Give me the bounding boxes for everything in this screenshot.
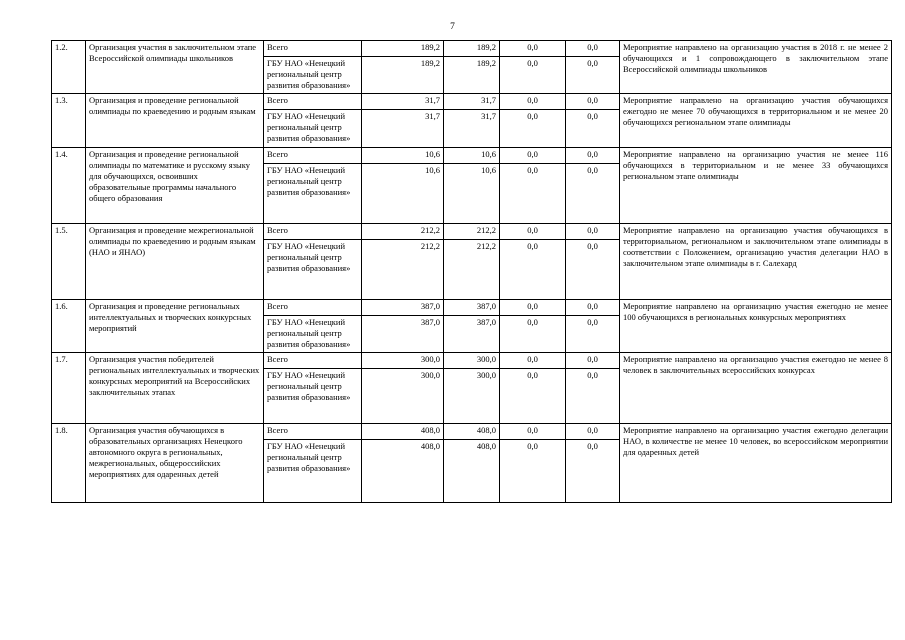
funding-total-label: Всего [264,224,362,240]
total-value-3: 0,0 [500,41,566,57]
total-value-1: 10,6 [362,148,444,164]
total-value-3: 0,0 [500,353,566,369]
org-value-4: 0,0 [566,57,620,94]
funding-total-label: Всего [264,41,362,57]
org-value-3: 0,0 [500,164,566,224]
activity-note: Мероприятие направлено на организацию участия в 2018 г. не менее 2 обучающихся и 1 сопровождающего в заключительном этапе Всероссийской олимпиады школьников [620,41,892,94]
funding-org-label: ГБУ НАО «Ненецкий региональный центр развития образования» [264,316,362,353]
org-value-1: 212,2 [362,240,444,300]
org-value-3: 0,0 [500,440,566,503]
activity-note: Мероприятие направлено на организацию участия ежегодно делегации НАО, в количестве не менее 10 человек, во всероссийском мероприятии для одаренных детей [620,424,892,503]
org-value-4: 0,0 [566,240,620,300]
total-value-3: 0,0 [500,94,566,110]
total-value-2: 300,0 [444,353,500,369]
total-value-4: 0,0 [566,41,620,57]
org-value-1: 387,0 [362,316,444,353]
funding-total-label: Всего [264,300,362,316]
table-row [52,424,892,440]
org-value-4: 0,0 [566,369,620,424]
row-number: 1.8. [52,424,86,503]
org-value-1: 408,0 [362,440,444,503]
table-row [52,353,892,369]
activity-note: Мероприятие направлено на организацию участия ежегодно не менее 8 человек в заключительных всероссийских конкурсах [620,353,892,424]
funding-total-label: Всего [264,94,362,110]
total-value-2: 10,6 [444,148,500,164]
org-value-1: 300,0 [362,369,444,424]
activity-name: Организация и проведение региональных интеллектуальных и творческих конкурсных мероприятий [86,300,264,353]
activity-name: Организация участия обучающихся в образовательных организациях Ненецкого автономного округа в региональных, межрегиональных, общероссийских мероприятиях для одаренных детей [86,424,264,503]
table-row [52,300,892,316]
funding-org-label: ГБУ НАО «Ненецкий региональный центр развития образования» [264,440,362,503]
total-value-1: 189,2 [362,41,444,57]
funding-org-label: ГБУ НАО «Ненецкий региональный центр развития образования» [264,57,362,94]
funding-org-label: ГБУ НАО «Ненецкий региональный центр развития образования» [264,240,362,300]
org-value-3: 0,0 [500,369,566,424]
funding-org-label: ГБУ НАО «Ненецкий региональный центр развития образования» [264,110,362,148]
funding-total-label: Всего [264,424,362,440]
funding-org-label: ГБУ НАО «Ненецкий региональный центр развития образования» [264,369,362,424]
org-value-2: 10,6 [444,164,500,224]
table-row [52,224,892,240]
total-value-2: 212,2 [444,224,500,240]
total-value-1: 408,0 [362,424,444,440]
activity-name: Организация и проведение межрегиональной олимпиады по краеведению и родным языкам (НАО и ЯНАО) [86,224,264,300]
total-value-3: 0,0 [500,424,566,440]
org-value-2: 387,0 [444,316,500,353]
total-value-4: 0,0 [566,224,620,240]
row-number: 1.2. [52,41,86,94]
activity-name: Организация и проведение региональной олимпиады по математике и русскому языку для обучающихся, освоивших образовательные программы начального общего образования [86,148,264,224]
total-value-2: 189,2 [444,41,500,57]
total-value-1: 212,2 [362,224,444,240]
table-row [52,94,892,110]
total-value-3: 0,0 [500,224,566,240]
org-value-4: 0,0 [566,110,620,148]
org-value-1: 31,7 [362,110,444,148]
total-value-4: 0,0 [566,94,620,110]
org-value-4: 0,0 [566,440,620,503]
funding-org-label: ГБУ НАО «Ненецкий региональный центр развития образования» [264,164,362,224]
activity-name: Организация участия победителей региональных интеллектуальных и творческих конкурсных мероприятий на Всероссийских заключительных этапах [86,353,264,424]
activity-note: Мероприятие направлено на организацию участия обучающихся ежегодно не менее 70 обучающихся в территориальном и не менее 20 обучающихся региональном этапе олимпиады [620,94,892,148]
org-value-3: 0,0 [500,110,566,148]
total-value-2: 408,0 [444,424,500,440]
row-number: 1.7. [52,353,86,424]
activity-note: Мероприятие направлено на организацию участия не менее 116 обучающихся в территориальном и не менее 33 обучающихся региональном этапе олимпиады [620,148,892,224]
activity-name: Организация участия в заключительном этапе Всероссийской олимпиады школьников [86,41,264,94]
org-value-3: 0,0 [500,240,566,300]
program-activities-table [51,40,892,503]
total-value-2: 387,0 [444,300,500,316]
page-number: 7 [450,22,455,32]
total-value-3: 0,0 [500,148,566,164]
total-value-1: 387,0 [362,300,444,316]
row-number: 1.3. [52,94,86,148]
org-value-2: 212,2 [444,240,500,300]
activity-note: Мероприятие направлено на организацию участия обучающихся в территориальном, региональном и заключительном этапе олимпиады в соответствии с Положением, организацию участия делегации НАО в заключительном этапе олимпиады в г. Салехард [620,224,892,300]
org-value-3: 0,0 [500,57,566,94]
funding-total-label: Всего [264,353,362,369]
org-value-1: 189,2 [362,57,444,94]
total-value-4: 0,0 [566,353,620,369]
activity-note: Мероприятие направлено на организацию участия ежегодно не менее 100 обучающихся в региональных конкурсных мероприятиях [620,300,892,353]
org-value-1: 10,6 [362,164,444,224]
org-value-2: 300,0 [444,369,500,424]
total-value-2: 31,7 [444,94,500,110]
total-value-1: 31,7 [362,94,444,110]
row-number: 1.5. [52,224,86,300]
table-row [52,148,892,164]
table-row [52,41,892,57]
row-number: 1.4. [52,148,86,224]
activity-name: Организация и проведение региональной олимпиады по краеведению и родным языкам [86,94,264,148]
total-value-1: 300,0 [362,353,444,369]
org-value-2: 408,0 [444,440,500,503]
total-value-3: 0,0 [500,300,566,316]
org-value-3: 0,0 [500,316,566,353]
total-value-4: 0,0 [566,148,620,164]
org-value-4: 0,0 [566,164,620,224]
org-value-2: 31,7 [444,110,500,148]
row-number: 1.6. [52,300,86,353]
org-value-4: 0,0 [566,316,620,353]
org-value-2: 189,2 [444,57,500,94]
funding-total-label: Всего [264,148,362,164]
total-value-4: 0,0 [566,300,620,316]
total-value-4: 0,0 [566,424,620,440]
